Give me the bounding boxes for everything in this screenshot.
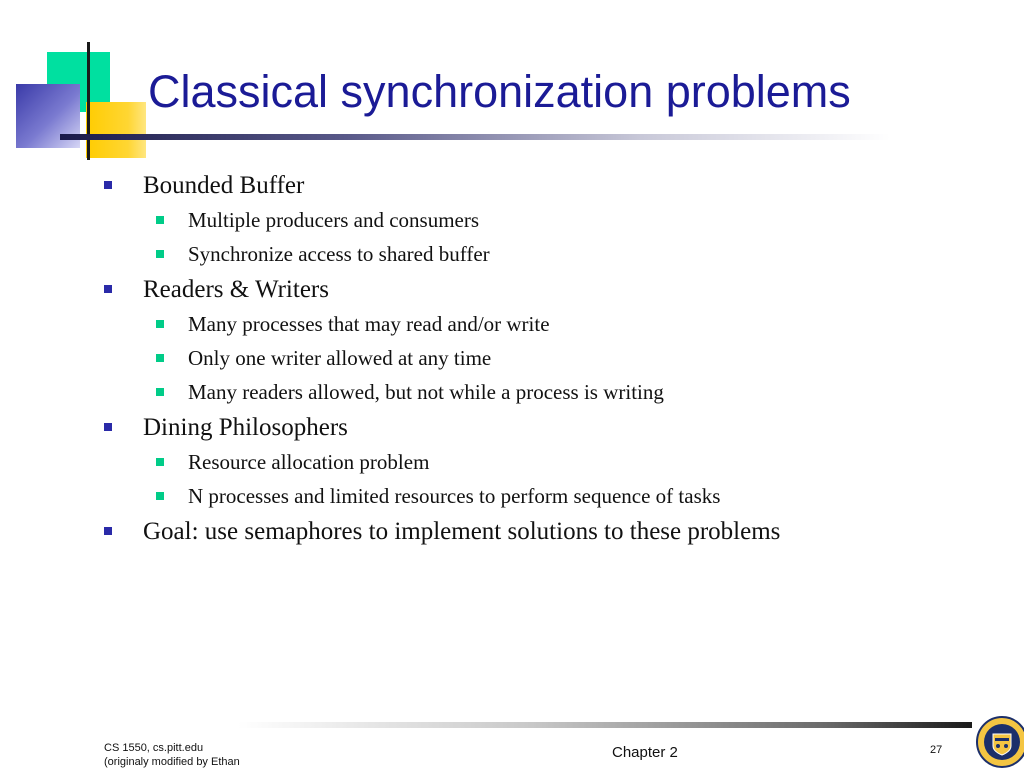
sub-bullet-square-icon xyxy=(156,216,164,224)
footer-course-info xyxy=(104,741,240,768)
logo-vertical-line xyxy=(87,42,90,160)
sub-bullet-square-icon xyxy=(156,250,164,258)
bullet-list xyxy=(104,169,984,549)
title-underline xyxy=(60,134,890,140)
footer-rule xyxy=(238,722,972,728)
bullet-item xyxy=(104,169,984,203)
bullet-text: Readers & Writers xyxy=(143,276,329,303)
sub-bullet-square-icon xyxy=(156,458,164,466)
sub-bullet-item xyxy=(104,375,984,409)
sub-bullet-square-icon xyxy=(156,492,164,500)
footer-course-line: CS 1550, cs.pitt.edu xyxy=(104,742,204,754)
sub-bullet-item xyxy=(104,445,984,479)
sub-bullet-square-icon xyxy=(156,354,164,362)
sub-bullet-item xyxy=(104,307,984,341)
bullet-square-icon xyxy=(104,423,112,431)
sub-bullet-item xyxy=(104,203,984,237)
sub-bullet-text: Many processes that may read and/or write xyxy=(188,312,550,336)
bullet-square-icon xyxy=(104,527,112,535)
sub-bullet-square-icon xyxy=(156,388,164,396)
sub-bullet-text: Synchronize access to shared buffer xyxy=(188,242,490,266)
bullet-text: Dining Philosophers xyxy=(143,414,348,441)
bullet-item xyxy=(104,273,984,307)
page-number: 27 xyxy=(930,744,943,756)
sub-bullet-text: Many readers allowed, but not while a process is writing xyxy=(188,380,664,404)
bullet-text: Bounded Buffer xyxy=(143,172,305,199)
sub-bullet-item xyxy=(104,479,984,513)
sub-bullet-item xyxy=(104,341,984,375)
sub-bullet-item xyxy=(104,237,984,271)
bullet-item xyxy=(104,411,984,445)
sub-bullet-square-icon xyxy=(156,320,164,328)
sub-bullet-text: Multiple producers and consumers xyxy=(188,208,480,232)
bullet-item xyxy=(104,515,984,549)
university-seal-icon xyxy=(976,716,1024,768)
footer-course-line: (originaly modified by Ethan xyxy=(104,756,240,768)
bullet-square-icon xyxy=(104,181,112,189)
footer-chapter: Chapter 2 xyxy=(612,744,678,761)
sub-bullet-text: N processes and limited resources to perform sequence of tasks xyxy=(188,484,721,508)
logo-yellow-block xyxy=(86,102,146,158)
sub-bullet-text: Resource allocation problem xyxy=(188,450,430,474)
bullet-text: Goal: use semaphores to implement solutions to these problems xyxy=(143,518,781,545)
sub-bullet-text: Only one writer allowed at any time xyxy=(188,346,492,370)
bullet-square-icon xyxy=(104,285,112,293)
slide-title: Classical synchronization problems xyxy=(148,66,851,117)
